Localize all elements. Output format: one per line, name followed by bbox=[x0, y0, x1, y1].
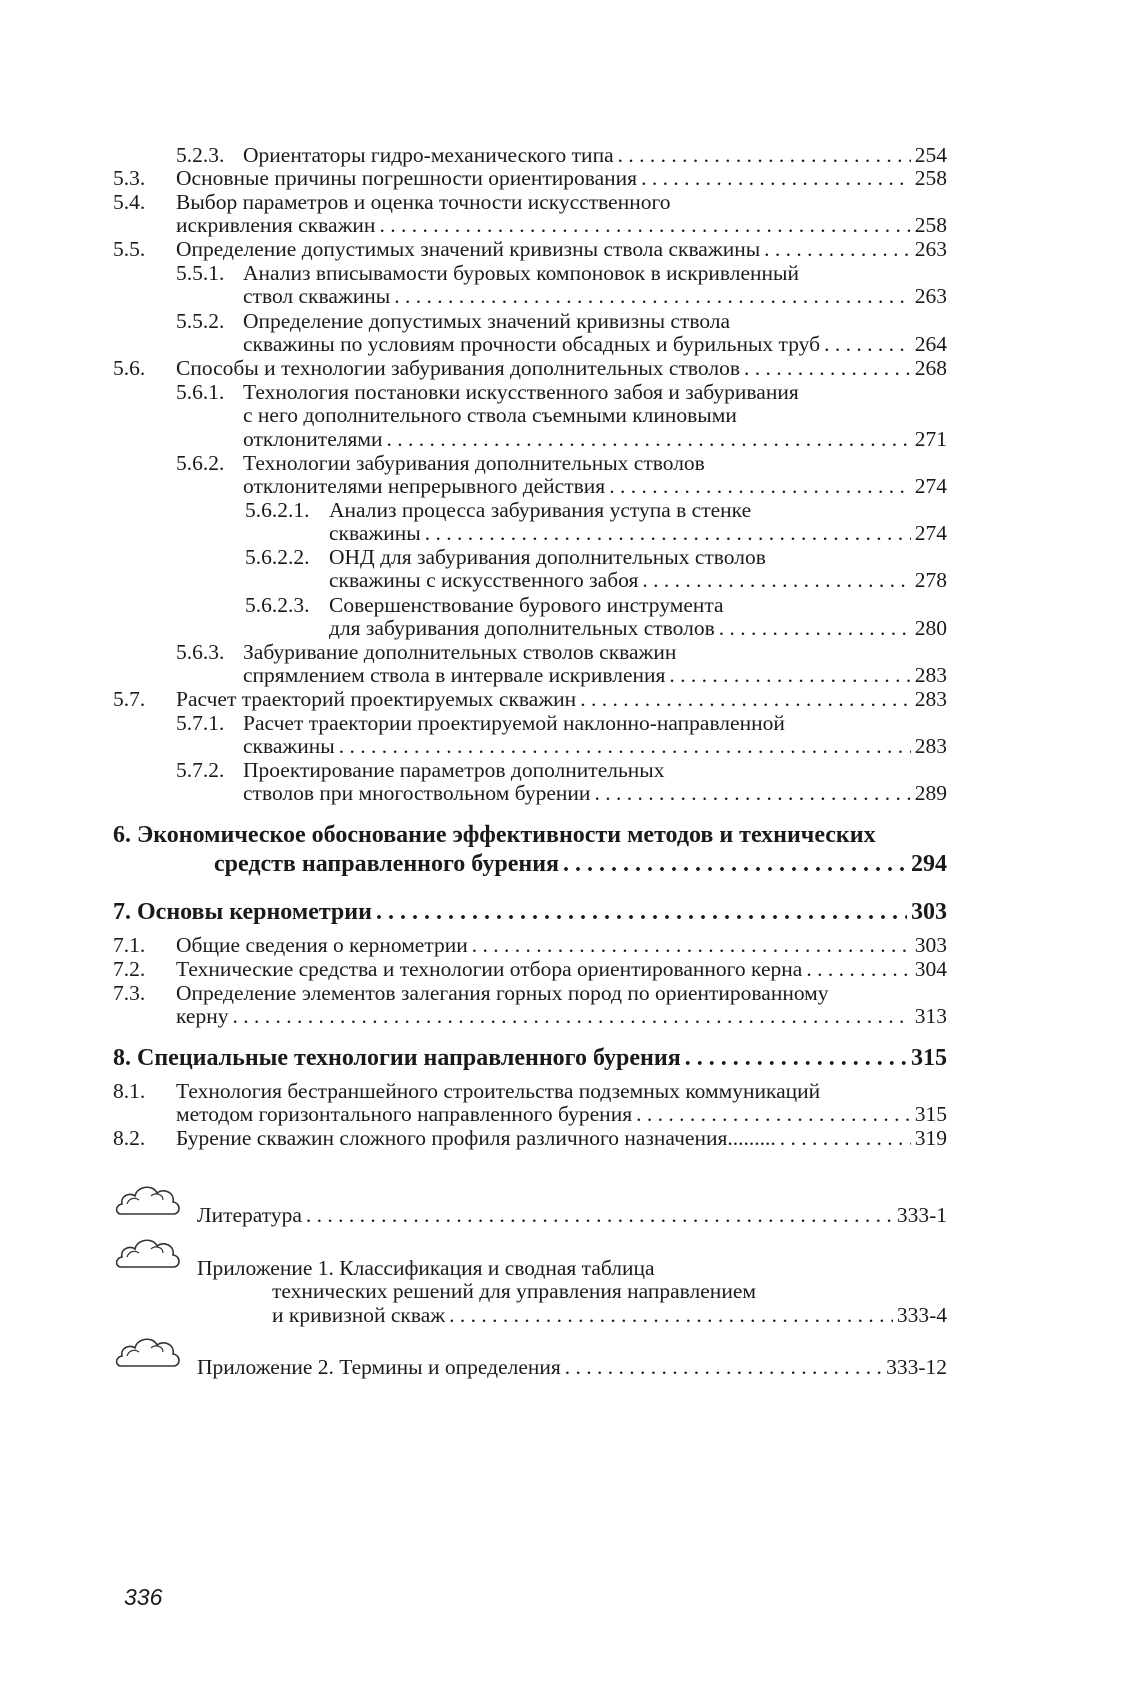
leader-dots bbox=[685, 1043, 907, 1073]
toc-entry-title: отклонителями непрерывного действия bbox=[243, 474, 606, 498]
toc-entry-page: 263 bbox=[914, 284, 947, 308]
toc-entry-page: 254 bbox=[914, 143, 947, 167]
leader-dots bbox=[563, 849, 907, 879]
toc-entry-title: Общие сведения о кернометрии bbox=[176, 933, 468, 957]
toc-entry: Выбор параметров и оценка точности искусственного bbox=[176, 190, 671, 214]
toc-entry bbox=[197, 1200, 947, 1230]
toc-entry-page: 333-1 bbox=[896, 1203, 947, 1227]
toc-entry-number: 5.6.3. bbox=[176, 640, 225, 664]
toc-entry-title: Технические средства и технологии отбора ориентированного керна bbox=[176, 957, 803, 981]
toc-entry: технических решений для управления направлением bbox=[272, 1279, 756, 1303]
cloud-icon bbox=[113, 1332, 183, 1372]
toc-entry-page: 283 bbox=[914, 663, 947, 687]
leader-dots bbox=[719, 613, 911, 643]
toc-entry-page: 264 bbox=[914, 332, 947, 356]
toc-entry: Приложение 1. Классификация и сводная таблица bbox=[197, 1256, 655, 1280]
toc-entry-title: 8. Специальные технологии направленного бурения bbox=[113, 1045, 681, 1071]
toc-entry-page: 315 bbox=[914, 1102, 947, 1126]
toc-entry-page: 268 bbox=[914, 356, 947, 380]
toc-entry-number: 5.7.2. bbox=[176, 758, 225, 782]
toc-entry-page: 303 bbox=[914, 933, 947, 957]
toc-entry bbox=[176, 1001, 947, 1031]
toc-entry: Расчет траектории проектируемой наклонно-направленной bbox=[243, 711, 785, 735]
toc-entry-title: отклонителями bbox=[243, 427, 383, 451]
toc-entry-number: 5.5.1. bbox=[176, 261, 225, 285]
toc-entry-page: 289 bbox=[914, 781, 947, 805]
toc-entry-title: Основные причины погрешности ориентирования bbox=[176, 166, 638, 190]
toc-entry: Забуривание дополнительных стволов скважин bbox=[243, 640, 677, 664]
toc-entry-title: Литература bbox=[197, 1203, 302, 1227]
toc-entry: с него дополнительного ствола съемными клиновыми bbox=[243, 403, 737, 427]
toc-entry-number: 5.6.1. bbox=[176, 380, 225, 404]
toc-entry: Определение допустимых значений кривизны ствола bbox=[243, 309, 731, 333]
toc-entry-page: 271 bbox=[914, 427, 947, 451]
toc-entry-title: скважины bbox=[329, 521, 421, 545]
leader-dots bbox=[565, 1352, 882, 1382]
toc-entry-page: 333-4 bbox=[896, 1303, 947, 1327]
toc-entry-title: скважины с искусственного забоя bbox=[329, 568, 639, 592]
toc-entry-page: 333-12 bbox=[886, 1355, 947, 1379]
toc-entry-title: ствол скважины bbox=[243, 284, 391, 308]
toc-entry-page: 283 bbox=[914, 734, 947, 758]
cloud-icon bbox=[113, 1233, 183, 1273]
toc-entry bbox=[176, 1123, 947, 1153]
toc-entry-number: 5.6.2.3. bbox=[245, 593, 310, 617]
toc-entry-number: 5.5. bbox=[113, 237, 146, 261]
toc-entry-number: 5.7. bbox=[113, 687, 146, 711]
toc-entry-number: 8.1. bbox=[113, 1079, 146, 1103]
toc-entry: ОНД для забуривания дополнительных стволов bbox=[329, 545, 766, 569]
toc-entry: Совершенствование бурового инструмента bbox=[329, 593, 724, 617]
leader-dots bbox=[306, 1200, 893, 1230]
toc-entry-number: 5.2.3. bbox=[176, 143, 225, 167]
leader-dots bbox=[232, 1001, 910, 1031]
toc-entry-number: 8.2. bbox=[113, 1126, 146, 1150]
toc-entry-title: методом горизонтального направленного бурения bbox=[176, 1102, 633, 1126]
toc-entry-number: 5.5.2. bbox=[176, 309, 225, 333]
toc-entry-title: искривления скважин bbox=[176, 213, 376, 237]
toc-entry-number: 5.6.2.1. bbox=[245, 498, 310, 522]
leader-dots bbox=[641, 163, 911, 193]
toc-entry-number: 7.2. bbox=[113, 957, 146, 981]
toc-entry-title: керну bbox=[176, 1004, 229, 1028]
toc-entry-number: 5.7.1. bbox=[176, 711, 225, 735]
toc-entry-title: 7. Основы кернометрии bbox=[113, 899, 372, 925]
toc-entry bbox=[272, 1300, 947, 1330]
toc-entry-page: 278 bbox=[914, 568, 947, 592]
toc-entry-title: средств направленного бурения bbox=[214, 851, 560, 877]
toc-entry-page: 315 bbox=[911, 1045, 947, 1071]
toc-entry-page: 283 bbox=[914, 687, 947, 711]
toc-entry-title: стволов при многоствольном бурении bbox=[243, 781, 591, 805]
toc-entry-page: 258 bbox=[914, 166, 947, 190]
toc-entry: Анализ процесса забуривания уступа в стенке bbox=[329, 498, 752, 522]
toc-entry: Технология постановки искусственного забоя и забуривания bbox=[243, 380, 799, 404]
toc-entry-title: Расчет траекторий проектируемых скважин bbox=[176, 687, 577, 711]
toc-entry-number: 7.3. bbox=[113, 981, 146, 1005]
toc-entry-title: Приложение 2. Термины и определения bbox=[197, 1355, 561, 1379]
toc-entry-page: 274 bbox=[914, 474, 947, 498]
toc-entry-number: 5.4. bbox=[113, 190, 146, 214]
toc-entry bbox=[243, 778, 947, 808]
toc-entry-title: скважины по условиям прочности обсадных и бурильных труб bbox=[243, 332, 821, 356]
toc-entry-title: Способы и технологии забуривания дополнительных стволов bbox=[176, 356, 740, 380]
toc-entry bbox=[113, 1043, 947, 1073]
toc-entry: Проектирование параметров дополнительных bbox=[243, 758, 665, 782]
page-number: 336 bbox=[124, 1584, 163, 1610]
toc-entry-page: 304 bbox=[914, 957, 947, 981]
toc-entry-page: 319 bbox=[914, 1126, 947, 1150]
cloud-icon bbox=[113, 1180, 183, 1220]
toc-entry: Технология бестраншейного строительства подземных коммуникаций bbox=[176, 1079, 821, 1103]
toc-entry-page: 280 bbox=[914, 616, 947, 640]
toc-entry-page: 274 bbox=[914, 521, 947, 545]
leader-dots bbox=[780, 1123, 911, 1153]
toc-entry-title: Определение допустимых значений кривизны ствола скважины bbox=[176, 237, 761, 261]
toc-entry-number: 5.3. bbox=[113, 166, 146, 190]
toc-entry-number: 5.6. bbox=[113, 356, 146, 380]
toc-entry-title: Бурение скважин сложного профиля различного назначения......... bbox=[176, 1126, 776, 1150]
leader-dots bbox=[594, 778, 910, 808]
toc-entry-title: спрямлением ствола в интервале искривления bbox=[243, 663, 666, 687]
toc-entry-page: 313 bbox=[914, 1004, 947, 1028]
toc-entry: 6. Экономическое обоснование эффективности методов и технических bbox=[113, 822, 876, 848]
toc-entry bbox=[214, 849, 947, 879]
toc-entry-page: 303 bbox=[911, 899, 947, 925]
toc-entry-title: скважины bbox=[243, 734, 335, 758]
toc-entry-number: 5.6.2. bbox=[176, 451, 225, 475]
leader-dots bbox=[376, 897, 907, 927]
toc-entry-number: 5.6.2.2. bbox=[245, 545, 310, 569]
toc-entry-page: 258 bbox=[914, 213, 947, 237]
toc-entry: Определение элементов залегания горных пород по ориентированному bbox=[176, 981, 829, 1005]
toc-entry-title: и кривизной скваж bbox=[272, 1303, 446, 1327]
toc-entry-title: для забуривания дополнительных стволов bbox=[329, 616, 715, 640]
toc-entry: Технологии забуривания дополнительных стволов bbox=[243, 451, 705, 475]
toc-entry: Анализ вписывамости буровых компоновок в искривленный bbox=[243, 261, 799, 285]
toc-entry-title: Ориентаторы гидро-механического типа bbox=[243, 143, 614, 167]
toc-entry-number: 7.1. bbox=[113, 933, 146, 957]
toc-entry bbox=[197, 1352, 947, 1382]
leader-dots bbox=[449, 1300, 893, 1330]
toc-entry-page: 263 bbox=[914, 237, 947, 261]
toc-entry bbox=[113, 897, 947, 927]
toc-entry-page: 294 bbox=[911, 851, 947, 877]
